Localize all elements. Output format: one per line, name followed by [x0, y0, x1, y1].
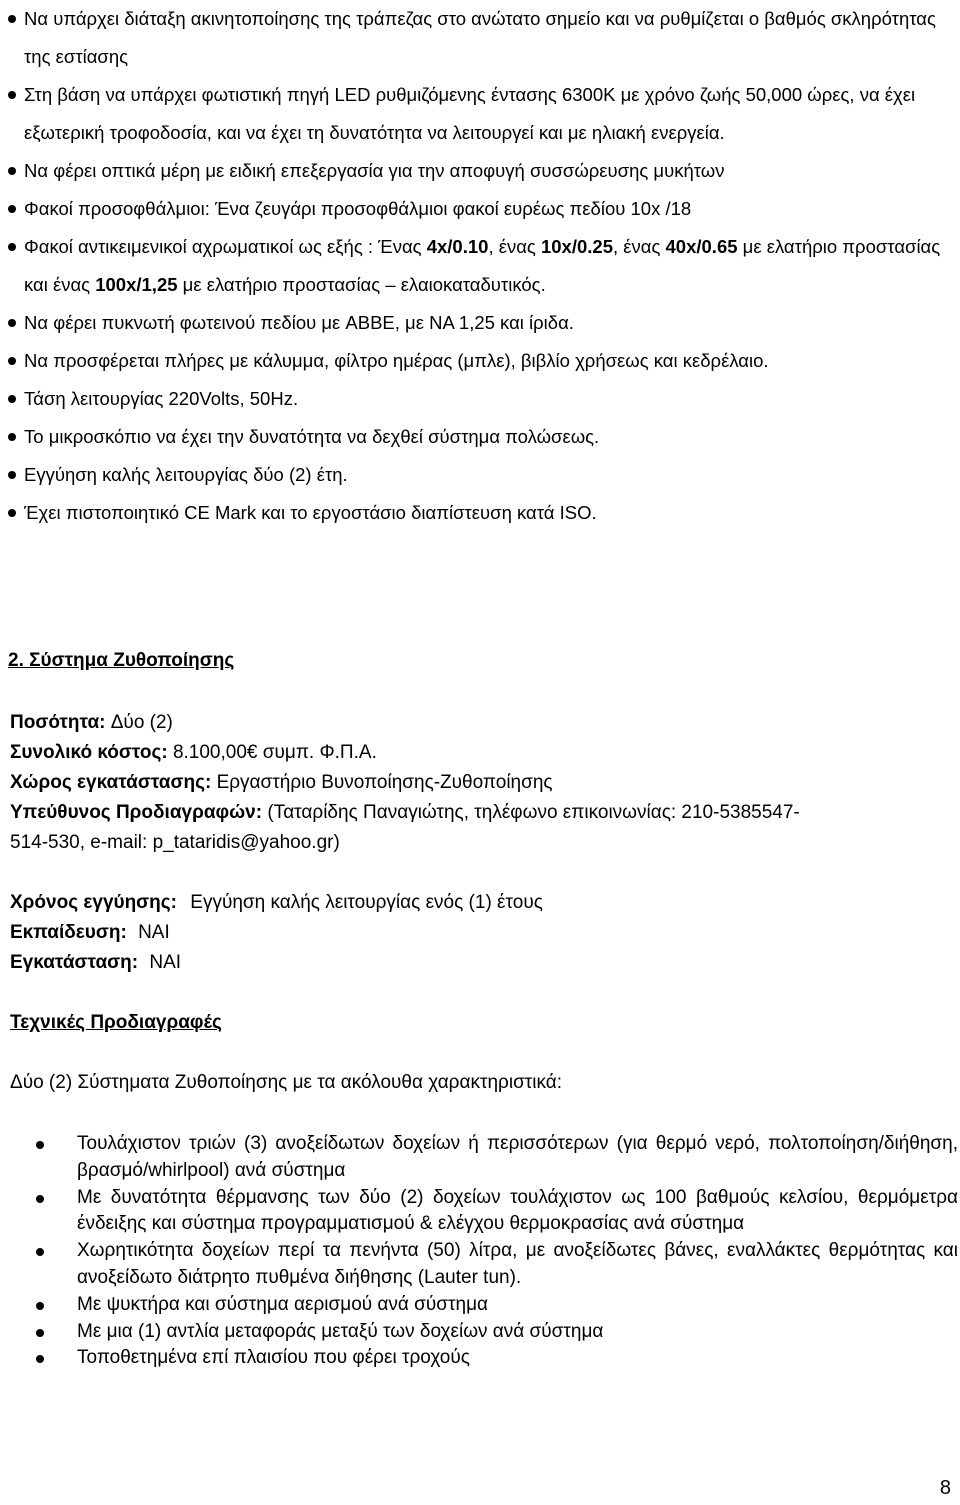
warranty-value: Εγγύηση καλής λειτουργίας ενός (1) έτους [190, 892, 543, 913]
bullet-icon [8, 433, 16, 441]
bullet-icon [36, 1329, 44, 1337]
bullet-icon [36, 1195, 44, 1203]
cost-label: Συνολικό κόστος: [10, 742, 173, 763]
bullet-icon [8, 395, 16, 403]
bullet-icon [8, 471, 16, 479]
responsible-value: (Ταταρίδης Παναγιώτης, τηλέφωνο επικοινωνίας: 210-5385547- [267, 802, 800, 823]
training-value: ΝΑΙ [138, 922, 170, 943]
list-item: Χωρητικότητα δοχείων περί τα πενήντα (50) λίτρα, με ανοξείδωτες βάνες, εναλλάκτες θερμότητας και ανοξείδωτο διάτρητο πυθμένα διήθησης (Lauter tun). [36, 1238, 958, 1292]
bullet-icon [36, 1248, 44, 1256]
installation-line [10, 950, 181, 976]
bullet-icon [8, 15, 16, 23]
list-item: Με μια (1) αντλία μεταφοράς μεταξύ των δοχείων ανά σύστημα [36, 1319, 958, 1346]
page-number: 8 [939, 1477, 951, 1499]
training-label: Εκπαίδευση: [10, 922, 133, 943]
bullet-icon [8, 205, 16, 213]
training-line [10, 920, 170, 946]
quantity-line [10, 710, 173, 736]
bullet-icon [8, 509, 16, 517]
bullet-icon [8, 91, 16, 99]
bullet-icon [8, 357, 16, 365]
systems-intro: Δύο (2) Σύστηματα Ζυθοποίησης με τα ακόλουθα χαρακτηριστικά: [10, 1072, 563, 1093]
responsible-line-2: 514-530, e-mail: p_tataridis@yahoo.gr) [10, 832, 340, 853]
tech-specs-title: Τεχνικές Προδιαγραφές [10, 1012, 222, 1033]
quantity-label: Ποσότητα: [10, 712, 111, 733]
list-item: Με ψυκτήρα και σύστημα αερισμού ανά σύστημα [36, 1292, 958, 1319]
responsible-line [10, 800, 800, 826]
installation-label: Εγκατάσταση: [10, 952, 144, 973]
list-item: Τάση λειτουργίας 220Volts, 50Hz. [8, 380, 948, 418]
list-item-objectives: Φακοί αντικειμενικοί αχρωματικοί ως εξής : Ένας 4x/0.10, ένας 10x/0.25, ένας 40x/0.65 με ελατήριο προστασίας και ένας 100x/1,25 με ελατήριο προστασίας – ελαιοκαταδυτικός. [8, 228, 948, 304]
list-item: Το μικροσκόπιο να έχει την δυνατότητα να δεχθεί σύστημα πολώσεως. [8, 418, 948, 456]
list-item: Τουλάχιστον τριών (3) ανοξείδωτων δοχείων ή περισσότερων (για θερμό νερό, πολτοποίηση/διήθηση, βρασμό/whirlpool) ανά σύστημα [36, 1131, 958, 1185]
list-item: Με δυνατότητα θέρμανσης των δύο (2) δοχείων τουλάχιστον ως 100 βαθμούς κελσίου, θερμόμετρα ένδειξης και σύστημα προγραμματισμού & ελέγχου θερμοκρασίας ανά σύστημα [36, 1185, 958, 1239]
list-item: Να φέρει πυκνωτή φωτεινού πεδίου με ABBE, με ΝΑ 1,25 και ίριδα. [8, 304, 948, 342]
bullet-icon [8, 243, 16, 251]
cost-value: 8.100,00€ συμπ. Φ.Π.Α. [172, 742, 377, 763]
list-item: Εγγύηση καλής λειτουργίας δύο (2) έτη. [8, 456, 948, 494]
section-heading: 2. Σύστημα Ζυθοποίησης [8, 650, 235, 671]
bullet-icon [36, 1141, 44, 1149]
location-value: Εργαστήριο Βυνοποίησης-Ζυθοποίησης [216, 772, 553, 793]
microscope-spec-list [8, 0, 948, 532]
bullet-icon [36, 1302, 44, 1310]
list-item: Να φέρει οπτικά μέρη με ειδική επεξεργασία για την αποφυγή συσσώρευσης μυκήτων [8, 152, 948, 190]
location-label: Χώρος εγκατάστασης: [10, 772, 217, 793]
cost-line [10, 740, 377, 766]
list-item: Να υπάρχει διάταξη ακινητοποίησης της τράπεζας στο ανώτατο σημείο και να ρυθμίζεται ο βαθμός σκληρότητας της εστίασης [8, 0, 948, 76]
warranty-label: Χρόνος εγγύησης: [10, 892, 183, 913]
list-item: Έχει πιστοποιητικό CE Mark και το εργοστάσιο διαπίστευση κατά ISO. [8, 494, 948, 532]
quantity-value: Δύο (2) [110, 712, 173, 733]
list-item: Φακοί προσοφθάλμιοι: Ένα ζευγάρι προσοφθάλμιοι φακοί ευρέως πεδίου 10x /18 [8, 190, 948, 228]
list-item: Τοποθετημένα επί πλαισίου που φέρει τροχούς [36, 1345, 958, 1372]
list-item: Στη βάση να υπάρχει φωτιστική πηγή LED ρυθμιζόμενης έντασης 6300K με χρόνο ζωής 50,000 ώρες, να έχει εξωτερική τροφοδοσία, και να έχει τη δυνατότητα να λειτουργεί και με ηλιακή ενεργεία. [8, 76, 948, 152]
installation-value: ΝΑΙ [149, 952, 182, 973]
bullet-icon [8, 319, 16, 327]
responsible-label: Υπεύθυνος Προδιαγραφών: [10, 802, 268, 823]
location-line [10, 770, 553, 796]
bullet-icon [36, 1355, 44, 1363]
bullet-icon [8, 167, 16, 175]
warranty-line [10, 890, 543, 916]
system-features-list [36, 1131, 958, 1372]
list-item: Να προσφέρεται πλήρες με κάλυμμα, φίλτρο ημέρας (μπλε), βιβλίο χρήσεως και κεδρέλαιο. [8, 342, 948, 380]
